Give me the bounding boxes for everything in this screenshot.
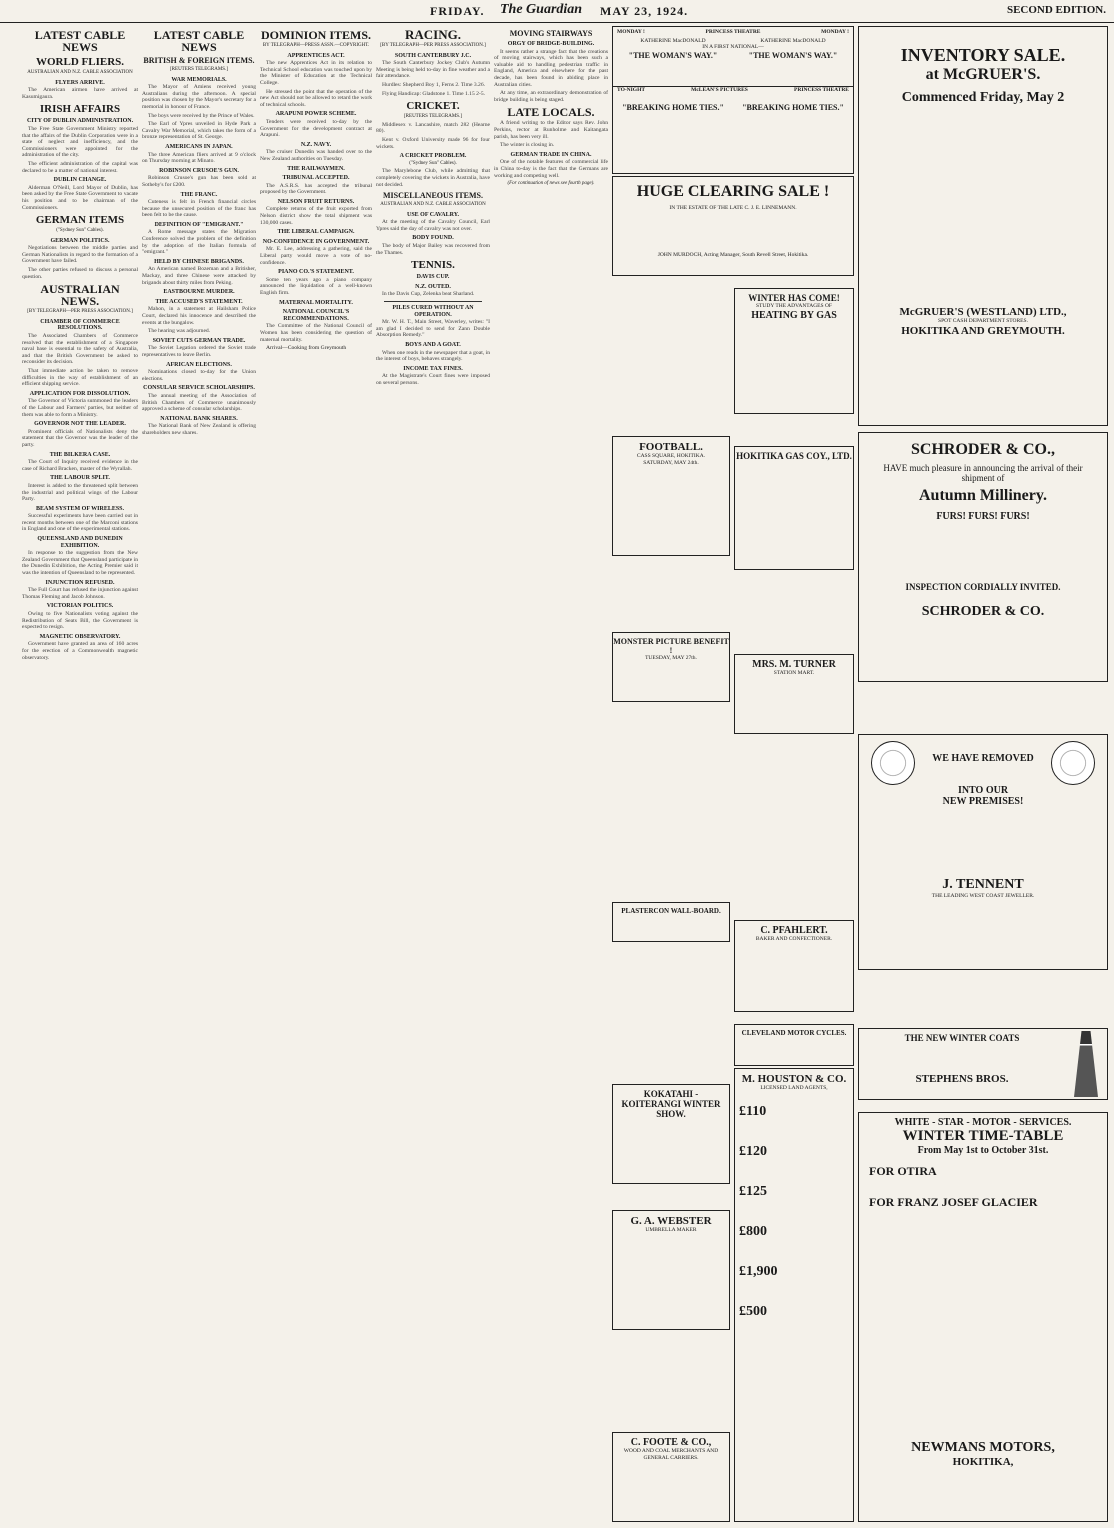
article-body: The A.S.R.S. has accepted the tribunal proposed by the Government. (260, 182, 372, 196)
article-body: Owing to five Nationalists voting against the Redistribution of Seats Bill, the Government is expected to resign. (22, 611, 138, 631)
headline: MOVING STAIRWAYS (509, 29, 593, 38)
article-body: The Soviet Legation ordered the Soviet trade representatives to leave Berlin. (142, 345, 256, 358)
subhead: [REUTERS TELEGRAMS.] (404, 114, 462, 120)
subhead: THE RAILWAYMEN. (287, 165, 345, 172)
article-body: Middlesex v. Lancashire, match 282 (Hearne 80). Kent v. Oxford University made 96 for four wickets. (376, 121, 490, 150)
masthead-title: The Guardian (500, 2, 583, 17)
princess-theatre-ad (612, 26, 854, 174)
headline: BRITISH & FOREIGN ITEMS. (143, 56, 255, 65)
ad-title: HUGE CLEARING SALE ! (636, 183, 830, 200)
article-body: Negotiations between the middle parties and German Nationalists in regard to the formation of a Government have failed. The other parties refused to discuss a personal question. (22, 245, 138, 280)
subhead: AMERICANS IN JAPAN. (165, 143, 233, 150)
subhead: THE LIBERAL CAMPAIGN. (277, 229, 355, 236)
article-body: Government have granted an area of 160 acres for the erection of a Commonwealth magnetic observatory. (22, 641, 138, 661)
subhead: INCOME TAX FINES. (403, 365, 463, 372)
article-body: Cuteness is felt in French financial circles because the unsecured position of the franc has been felt to be the cause. (142, 199, 256, 219)
subhead: GERMAN TRADE IN CHINA. (510, 151, 592, 158)
article-body: Prominent officials of Nationalists deny the statement that the Governor was the leader of the party. (22, 428, 138, 448)
column-1 (22, 26, 138, 1522)
article-body: A friend writing to the Editor says Rev. John Perkins, rector at Runholme and Kaitangata parish, has been very ill. The winter is closing in. (494, 120, 608, 149)
article-body: Alderman O'Neill, Lord Mayor of Dublin, has been asked by the Free State Government to vacate his position and to be chairman of the Commissioners. (22, 184, 138, 211)
subhead: ("Sydney Sun" Cables). (409, 160, 457, 166)
article-body: An American named Bozeman and a Britisher, Mackay, and three Chinese were attacked by brigands about thirty miles from Peking. (142, 266, 256, 286)
article-body: Successful experiments have been carried out in recent months between one of the Marconi stations in England and one of the experimental stations. (22, 513, 138, 533)
subhead: EASTBOURNE MURDER. (163, 289, 235, 296)
ad-title: McGRUER'S (WESTLAND) LTD., (899, 306, 1067, 318)
headline: AUSTRALIAN NEWS. (40, 282, 120, 309)
subhead: [REUTERS TELEGRAMS.] (170, 67, 228, 72)
subhead: THE FRANC. (180, 191, 218, 198)
subhead: NATIONAL BANK SHARES. (160, 415, 238, 422)
ad-text: JOHN MURDOCH, Acting Manager, South Revell Street, Hokitika. (657, 251, 809, 258)
price: £1,900 (739, 1263, 778, 1279)
ad-title: FOOTBALL. (639, 441, 703, 453)
ad-title: INTO OUR (957, 785, 1009, 796)
subhead: AUSTRALIAN AND N.Z. CABLE ASSOCIATION (380, 202, 486, 208)
continuation-note: (For continuation of news see fourth page). (507, 181, 595, 187)
ad-text: LICENSED LAND AGENTS, (760, 1085, 828, 1091)
masthead-day: FRIDAY. (430, 4, 485, 18)
kokatahi-show-ad (612, 1084, 730, 1184)
ad-title: WINTER TIME-TABLE (902, 1128, 1064, 1144)
subhead: MAGNETIC OBSERVATORY. (39, 633, 121, 640)
ad-title: STEPHENS BROS. (915, 1073, 1009, 1085)
subhead: MATERNAL MORTALITY. (279, 299, 353, 306)
ad-text: TO-NIGHT (617, 86, 646, 93)
article-body: The National Bank of New Zealand is offering shareholders new shares. (142, 423, 256, 436)
subhead: CITY OF DUBLIN ADMINISTRATION. (26, 118, 134, 125)
headline: DOMINION ITEMS. (260, 28, 371, 42)
ad-title: CLEVELAND MOTOR CYCLES. (741, 1029, 847, 1037)
ad-title: PLASTERCON WALL-BOARD. (621, 907, 721, 915)
ad-text: "BREAKING HOME TIES." (742, 103, 844, 112)
subhead: ROBINSON CRUSOE'S GUN. (159, 167, 239, 174)
article-body: The annual meeting of the Association of British Chambers of Commerce unanimously approved a scheme of consular scholarships. (142, 392, 256, 413)
ad-title: G. A. WEBSTER (630, 1215, 712, 1227)
face-illustration (1051, 741, 1095, 785)
article-body: The South Canterbury Jockey Club's Autumn Meeting is being held to-day in fine weather and a fair attendance. Hurdles: Shepherd Boy 1, Ferns 2. Time 3.26. Flying Handicap: Gladstone 1. Time 1.15 2-5. (376, 60, 490, 97)
article-body: Mahon, in a statement at Hailsham Police Court, declared his innocence and described the events at the bungalow. The hearing was adjourned. (142, 306, 256, 335)
ad-text: STUDY THE ADVANTAGES OF (755, 303, 832, 309)
ad-text: WOOD AND COAL MERCHANTS AND GENERAL CARRIERS. (623, 1448, 719, 1461)
subhead: AFRICAN ELECTIONS. (166, 361, 232, 368)
subhead: DUBLIN CHANGE. (53, 177, 107, 184)
ad-title: HEATING BY GAS (751, 309, 837, 321)
article-body: Mr. W. H. T., Main Street, Waverley, writes: "I am glad I decided to send for Zann Double Absorption Remedy." (376, 319, 490, 339)
article-body: Interest is added to the threatened split between the industrial and political wings of the Labour Party. (22, 482, 138, 503)
subhead: AUSTRALIAN AND N.Z. CABLE ASSOCIATION (27, 70, 133, 75)
masthead-edition: SECOND EDITION. (1006, 4, 1106, 16)
subhead: ("Sydney Sun" Cables). (56, 228, 104, 234)
article-body: The Governor of Victoria summoned the leaders of the Labour and Farmers' parties, but neither of them was able to form a Ministry. (22, 398, 138, 418)
football-ad (612, 436, 730, 556)
ad-text: IN A FIRST NATIONAL— (702, 44, 764, 50)
ad-text: TUESDAY, MAY 27th. (645, 655, 697, 661)
ad-title: SCHRODER & CO. (921, 604, 1045, 619)
subhead: NO-CONFIDENCE IN GOVERNMENT. (262, 238, 370, 245)
headline: WORLD FLIERS. (35, 56, 125, 68)
price: £120 (739, 1143, 767, 1159)
ad-text: SPOT CASH DEPARTMENT STORES. (938, 318, 1028, 324)
ad-title: Commenced Friday, May 2 (901, 90, 1065, 105)
column-5 (494, 26, 608, 1522)
ad-title: MONSTER PICTURE BENEFIT ! (613, 637, 729, 655)
subhead: CHAMBER OF COMMERCE RESOLUTIONS. (40, 318, 120, 332)
subhead: CONSULAR SERVICE SCHOLARSHIPS. (143, 385, 255, 392)
ad-text: MONDAY ! (617, 29, 645, 35)
subhead: WAR MEMORIALS. (171, 76, 227, 83)
subhead: DAVIS CUP. (416, 274, 450, 281)
mcgruer-ad (858, 26, 1108, 426)
white-star-ad (858, 1112, 1108, 1522)
subhead: DEFINITION OF "EMIGRANT." (154, 221, 244, 228)
article-body: One of the notable features of commercial life in China to-day is the fact that the Germans are working and competing well. (494, 159, 608, 179)
masthead-date: MAY 23, 1924. (600, 4, 689, 18)
article-body: The body of Major Bailey was recovered from the Thames. (376, 243, 490, 256)
subhead: GOVERNOR NOT THE LEADER. (34, 421, 126, 428)
subhead: THE LABOUR SPLIT. (50, 475, 110, 482)
subhead: QUEENSLAND AND DUNEDIN EXHIBITION. (37, 536, 123, 549)
ad-title: at McGRUER'S. (925, 66, 1041, 83)
ad-text: McLEAN'S PICTURES (691, 86, 748, 93)
subhead: BY TELEGRAPH—PRESS ASSN.—COPYRIGHT. (262, 43, 370, 48)
subhead: NELSON FRUIT RETURNS. (277, 198, 355, 205)
ad-text: PRINCESS THEATRE (705, 29, 761, 35)
foote-ad (612, 1432, 730, 1522)
price: £110 (739, 1103, 767, 1119)
article-body: At the Magistrate's Court fines were imposed on several persons. (376, 373, 490, 386)
ad-title: WE HAVE REMOVED (932, 753, 1034, 764)
subhead: ORGY OF BRIDGE-BUILDING. (507, 41, 595, 47)
ad-title: SCHRODER & CO., (910, 441, 1055, 458)
ad-title: KOKATAHI - KOITERANGI WINTER SHOW. (621, 1089, 721, 1119)
ad-text: "THE WOMAN'S WAY." (628, 50, 718, 60)
ad-text: "BREAKING HOME TIES." (622, 103, 724, 112)
subhead: INJUNCTION REFUSED. (45, 579, 115, 586)
article-body: Some ten years ago a piano company announced the liquidation of a well-known English firm. (260, 276, 372, 296)
ad-title: C. FOOTE & CO., (630, 1437, 712, 1448)
schroder-ad (858, 432, 1108, 682)
face-illustration (871, 741, 915, 785)
article-body: In response to the suggestion from the New Zealand Government that Queensland participate in the Dunedin Exhibition, the Acting Premier said it was the intention of Queensland to be represented. (22, 550, 138, 577)
price: £800 (739, 1223, 767, 1239)
column-3 (260, 26, 372, 1522)
headline: IRISH AFFAIRS (39, 103, 121, 116)
article-body (260, 345, 372, 352)
ad-title: From May 1st to October 31st. (917, 1145, 1049, 1156)
ad-text: PRINCESS THEATRE (794, 86, 849, 93)
ad-title: THE NEW WINTER COATS (904, 1033, 1020, 1043)
headline: LATEST CABLE NEWS (153, 28, 245, 54)
article-body: Robinson Crusoe's gun has been sold at Sotheby's for £200. (142, 175, 256, 188)
ad-text: "THE WOMAN'S WAY." (748, 50, 838, 60)
gas-company-ad (734, 446, 854, 570)
subhead: BODY FOUND. (412, 235, 454, 242)
ad-text: FURS! FURS! FURS! (936, 511, 1030, 522)
winter-gas-ad (734, 288, 854, 414)
headline: CRICKET. (406, 100, 460, 113)
cleveland-ad (734, 1024, 854, 1066)
houston-ad (734, 1068, 854, 1522)
subhead: BEAM SYSTEM OF WIRELESS. (35, 505, 125, 512)
headline: MISCELLANEOUS ITEMS. (382, 191, 484, 201)
plastercon-ad (612, 902, 730, 942)
article-body: The Committee of the National Council of Women has been considering the question of maternal mortality. (260, 323, 372, 343)
article-body: It seems rather a strange fact that the creations of moving stairways, which has been such a valuable aid to handling pedestrian traffic in England, America and elsewhere for the past decade, has been found in abiding place in Australian cities. At any time, an extraordinary demonstration of bridge building is being staged. (494, 48, 608, 103)
stephens-coats-ad (858, 1028, 1108, 1100)
article-body: Nominations closed to-day for the Union elections. (142, 369, 256, 382)
ad-title: C. PFAHLERT. (760, 925, 828, 936)
ad-text: STATION MART. (773, 670, 815, 676)
article-body: At the meeting of the Cavalry Council, Earl Ypres said the day of cavalry was not over. (376, 219, 490, 232)
ad-text: INSPECTION CORDIALLY INVITED. (905, 582, 1061, 592)
subhead: BOYS AND A GOAT. (405, 342, 461, 348)
coat-illustration (1071, 1031, 1101, 1097)
headline: TENNIS. (411, 259, 455, 272)
article-body: Tenders were received to-day by the Government for the development contract at Arapuni. (260, 118, 372, 139)
ad-title: FOR FRANZ JOSEF GLACIER (869, 1195, 1038, 1209)
subhead: N.Z. NAVY. (300, 141, 332, 148)
subhead: SOVIET CUTS GERMAN TRADE. (152, 337, 246, 344)
headline: RACING. (405, 27, 461, 42)
ad-title: FOR OTIRA (869, 1164, 937, 1178)
webster-ad (612, 1210, 730, 1330)
article-body: The Mayor of Amiens received young Australians during the afternoon. A special position was chosen by the Mayor's secretary for a memorial in honour of France. The boys were received by the Prince of Wales. (142, 84, 256, 119)
ad-title: HOKITIKA, (952, 1456, 1014, 1468)
subhead: SOUTH CANTERBURY J.C. (394, 52, 472, 59)
ad-title: J. TENNENT (942, 877, 1024, 892)
ad-text: KATHERINE MacDONALD (760, 37, 826, 44)
ad-title: WHITE - STAR - MOTOR - SERVICES. (894, 1117, 1072, 1128)
subhead: A CRICKET PROBLEM. (399, 153, 467, 160)
subhead: VICTORIAN POLITICS. (46, 603, 114, 610)
subhead: NATIONAL COUNCIL'S RECOMMENDATIONS. (282, 309, 350, 322)
article-body: The Associated Chambers of Commerce resolved that the establishment of a Singapore naval base is essential to the safety of Australia, and that the British Government be asked to reconsider its decision. That immediate action be taken to remove difficulties in the way of establishment of an efficient shipping service. (22, 333, 138, 388)
subhead: GERMAN POLITICS. (50, 237, 110, 244)
article-body: The Earl of Ypres unveiled in Hyde Park a Cavalry War Memorial, which takes the form of a bronze representation of St. George. (142, 121, 256, 141)
article-body: The three American fliers arrived at 9 o'clock on Thursday morning at Minato. (142, 151, 256, 165)
article-body: Mr. E. Lee, addressing a gathering, said the Liberal party would move a vote of no-confidence. (260, 246, 372, 266)
article-body: The Marylebone Club, while admitting that completely covering the wickets in Australia, have not decided. (376, 168, 490, 188)
price: £125 (739, 1183, 767, 1199)
ad-title: NEWMANS MOTORS, (911, 1440, 1055, 1455)
subhead: N.Z. OUTED. (415, 283, 451, 290)
ad-title: WINTER HAS COME! (748, 293, 840, 303)
masthead (0, 0, 1114, 23)
pfahlert-ad (734, 920, 854, 1012)
headline: GERMAN ITEMS (35, 214, 125, 227)
article-body: The American airmen have arrived at Kasumigaura. (22, 87, 138, 100)
article-body: When one reads in the newspaper that a goat, in the interest of boys, behaves strangely. (376, 349, 490, 363)
headline: LATEST CABLE NEWS (34, 28, 126, 54)
ad-text: KATHERINE MacDONALD (640, 37, 706, 44)
ad-text: CASS SQUARE, HOKITIKA. (636, 453, 706, 459)
subhead: PILES CURED WITHOUT AN OPERATION. (392, 305, 474, 318)
ad-text: HAVE much pleasure in announcing the arrival of their shipment of (883, 463, 1083, 483)
subhead: PIANO CO.'S STATEMENT. (278, 269, 354, 276)
subhead: [BY TELEGRAPH—PER PRESS ASSOCIATION.] (27, 309, 133, 315)
article-body: The cruiser Dunedin was handed over to the New Zealand authorities on Tuesday. (260, 149, 372, 162)
ad-title: MRS. M. TURNER (752, 659, 836, 670)
subhead: THE BILKERA CASE. (49, 451, 111, 458)
clearing-sale-ad (612, 176, 854, 276)
subhead: FLYERS ARRIVE. (55, 79, 105, 86)
ad-text: BAKER AND CONFECTIONER. (755, 936, 833, 942)
subhead: USE OF CAVALRY. (407, 211, 459, 218)
ad-text: MONDAY ! (821, 29, 849, 35)
ad-text: SATURDAY, MAY 24th. (643, 459, 699, 466)
article-body: Complete returns of the fruit exported from Nelson district show the total shipment was 130,000 cases. (260, 206, 372, 226)
subhead: APPLICATION FOR DISSOLUTION. (29, 390, 131, 397)
article-body: The Court of Inquiry received evidence in the case of Richard Bracken, master of the Wyrallah. (22, 459, 138, 472)
subhead: THE ACCUSED'S STATEMENT. (155, 298, 243, 305)
subhead: APPRENTICES ACT. (287, 52, 345, 59)
tennent-removal-ad (858, 734, 1108, 970)
article-line: Arrival—Cooking from Greymouth (266, 345, 347, 352)
price: £500 (739, 1303, 767, 1319)
ad-title: INVENTORY SALE. (900, 45, 1066, 65)
subhead: TRIBUNAL ACCEPTED. (282, 175, 350, 182)
article-body: The Full Court has refused the injunction against Thomas Fleming and Jacob Johnson. (22, 587, 138, 600)
subhead: ARAPUNI POWER SCHEME. (275, 111, 357, 118)
ad-text: THE LEADING WEST COAST JEWELLER. (931, 893, 1035, 899)
turner-ad (734, 654, 854, 734)
column-2 (142, 26, 256, 1522)
column-4 (376, 26, 490, 1522)
article-body: In the Davis Cup, Zelenka beat Sharland. (382, 291, 475, 298)
monster-benefit-ad (612, 632, 730, 702)
ad-title: HOKITIKA GAS COY., LTD. (736, 451, 852, 461)
headline: LATE LOCALS. (507, 105, 595, 120)
ad-text: UMBRELLA MAKER (645, 1227, 697, 1233)
article-body: A Rome message states the Migration Conference solved the problem of the definition by the adoption of the Italian formula of "emigrant." (142, 229, 256, 256)
article-body: The new Apprentices Act in its relation to Technical School education was touched upon by the Minister of Education at the Technical College. He stressed the point that the operation of the new Act should not be allowed to retard the work of technical schools. (260, 60, 372, 108)
subhead: HELD BY CHINESE BRIGANDS. (154, 258, 244, 265)
subhead: [BY TELEGRAPH—PER PRESS ASSOCIATION.] (380, 43, 486, 48)
ad-title: NEW PREMISES! (942, 796, 1024, 807)
ad-title: M. HOUSTON & CO. (741, 1073, 847, 1085)
ad-text: IN THE ESTATE OF THE LATE C. J. E. LINNEMANN. (669, 205, 797, 211)
ad-title: Autumn Millinery. (918, 487, 1047, 504)
article-body: The Free State Government Ministry reported that the affairs of the Dublin Corporation were in a state of neglect and inefficiency, and the Commissioners were appointed for the administration of the city. The efficient administration of the capital was declared to be a matter of national interest. (22, 125, 138, 174)
ad-title: HOKITIKA AND GREYMOUTH. (901, 324, 1065, 337)
